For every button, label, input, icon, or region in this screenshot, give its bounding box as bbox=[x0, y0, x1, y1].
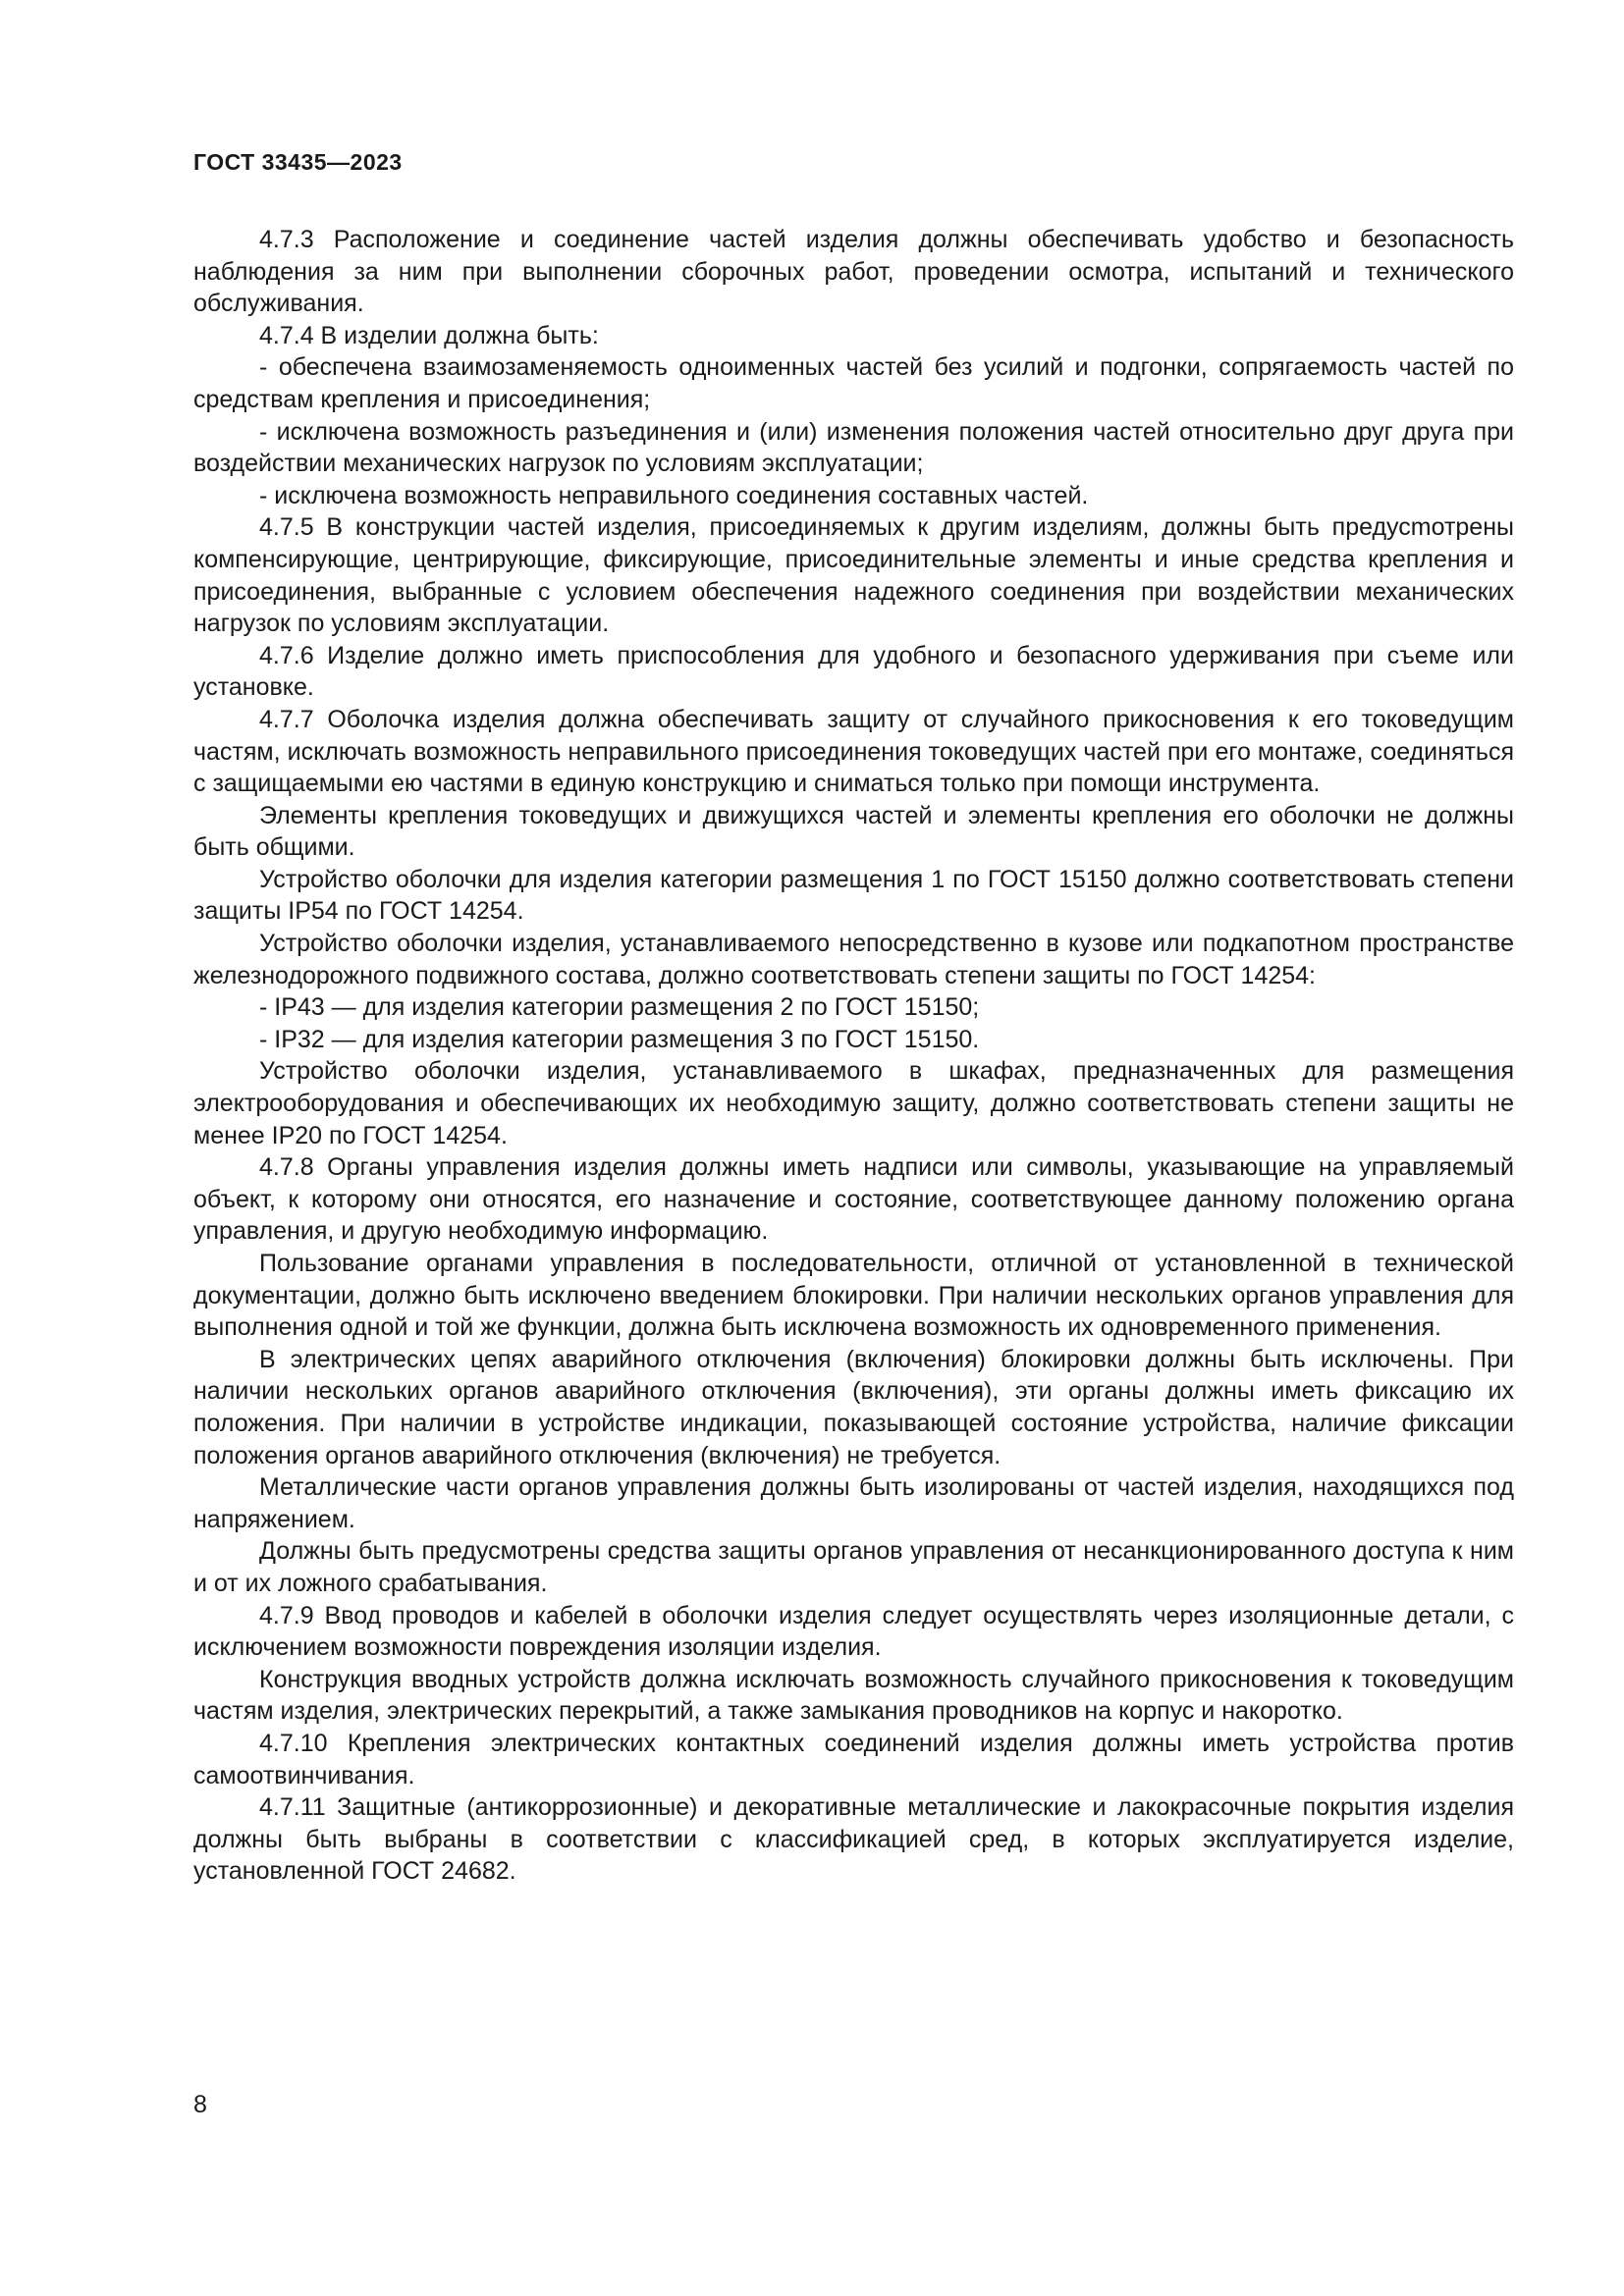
list-item: - IP43 — для изделия категории размещения 2 по ГОСТ 15150; bbox=[259, 993, 980, 1022]
page-number: 8 bbox=[193, 2091, 207, 2118]
paragraph: Должны быть предусмотрены средства защиты органов управления от несанкционированного доступа к ним и от их ложного срабатывания. bbox=[193, 1537, 1514, 1597]
paragraph: 4.7.9 Ввод проводов и кабелей в оболочки изделия следует осуществлять через изоляционные детали, с исключением возможности повреждения изоляции изделия. bbox=[193, 1601, 1514, 1662]
paragraph: 4.7.6 Изделие должно иметь приспособления для удобного и безопасного удерживания при съеме или установке. bbox=[193, 641, 1514, 702]
document-code-header: ГОСТ 33435—2023 bbox=[193, 149, 403, 175]
document-body bbox=[193, 224, 1514, 1888]
paragraph: Металлические части органов управления должны быть изолированы от частей изделия, находящихся под напряжением. bbox=[193, 1473, 1514, 1533]
paragraph: Устройство оболочки для изделия категории размещения 1 по ГОСТ 15150 должно соответствовать степени защиты IP54 по ГОСТ 14254. bbox=[193, 865, 1514, 926]
paragraph: 4.7.7 Оболочка изделия должна обеспечивать защиту от случайного прикосновения к его токоведущим частям, исключать возможность неправильного присоединения токоведущих частей при его монтаже, соединяться с защищаемыми ею частями в единую конструкцию и сниматься только при помощи инструмента. bbox=[193, 705, 1514, 798]
list-item: - исключена возможность неправильного соединения составных частей. bbox=[259, 481, 1089, 509]
paragraph: 4.7.8 Органы управления изделия должны иметь надписи или символы, указывающие на управляемый объект, к которому они относятся, его назначение и состояние, соответствующее данному положению органа управления, и другую необходимую информацию. bbox=[193, 1153, 1514, 1246]
paragraph: Устройство оболочки изделия, устанавливаемого в шкафах, предназначенных для размещения электрооборудования и обеспечивающих их необходимую защиту, должно соответствовать степени защиты не менее IP20 по ГОСТ 14254. bbox=[193, 1057, 1514, 1149]
paragraph: Конструкция вводных устройств должна исключать возможность случайного прикосновения к токоведущим частям изделия, электрических перекрытий, а также замыкания проводников на корпус и накоротко. bbox=[193, 1665, 1514, 1726]
paragraph: Устройство оболочки изделия, устанавливаемого непосредственно в кузове или подкапотном пространстве железнодорожного подвижного состава, должно соответствовать степени защиты по ГОСТ 14254: bbox=[193, 930, 1514, 989]
paragraph: 4.7.5 В конструкции частей изделия, присоединяемых к другим изделиям, должны быть предусmотрены компенсирующие, центрирующие, фиксирующие, присоединительные элементы и иные средства крепления и присоединения, выбранные с условием обеспечения надежного соединения при воздействии механических нагрузок по условиям эксплуатации. bbox=[193, 513, 1514, 638]
list-item: - обеспечена взаимозаменяемость одноименных частей без усилий и подгонки, сопрягаемость частей по средствам крепления и присоединения; bbox=[193, 353, 1514, 413]
paragraph: Элементы крепления токоведущих и движущихся частей и элементы крепления его оболочки не должны быть общими. bbox=[193, 801, 1514, 862]
paragraph: 4.7.4 В изделии должна быть: bbox=[259, 321, 599, 349]
paragraph: Пользование органами управления в последовательности, отличной от установленной в технической документации, должно быть исключено введением блокировки. При наличии нескольких органов управления для выполнения одной и той же функции, должна быть исключена возможность их одновременного применения. bbox=[193, 1250, 1514, 1342]
list-item: - исключена возможность разъединения и (или) изменения положения частей относительно друг друга при воздействии механических нагрузок по условиям эксплуатации; bbox=[193, 417, 1514, 478]
paragraph: 4.7.10 Крепления электрических контактных соединений изделия должны иметь устройства против самоотвинчивания. bbox=[193, 1729, 1514, 1789]
paragraph: 4.7.3 Расположение и соединение частей изделия должны обеспечивать удобство и безопасность наблюдения за ним при выполнении сборочных работ, проведении осмотра, испытаний и технического обслуживания. bbox=[193, 226, 1514, 318]
paragraph: В электрических цепях аварийного отключения (включения) блокировки должны быть исключены. При наличии нескольких органов аварийного отключения (включения), эти органы должны иметь фиксацию их положения. При наличии в устройстве индикации, показывающей состояние устройства, наличие фиксации положения органов аварийного отключения (включения) не требуется. bbox=[193, 1345, 1514, 1469]
paragraph: 4.7.11 Защитные (антикоррозионные) и декоративные металлические и лакокрасочные покрытия изделия должны быть выбраны в соответствии с классификацией сред, в которых эксплуатируется изделие, установленной ГОСТ 24682. bbox=[193, 1793, 1514, 1886]
list-item: - IP32 — для изделия категории размещения 3 по ГОСТ 15150. bbox=[259, 1025, 980, 1053]
